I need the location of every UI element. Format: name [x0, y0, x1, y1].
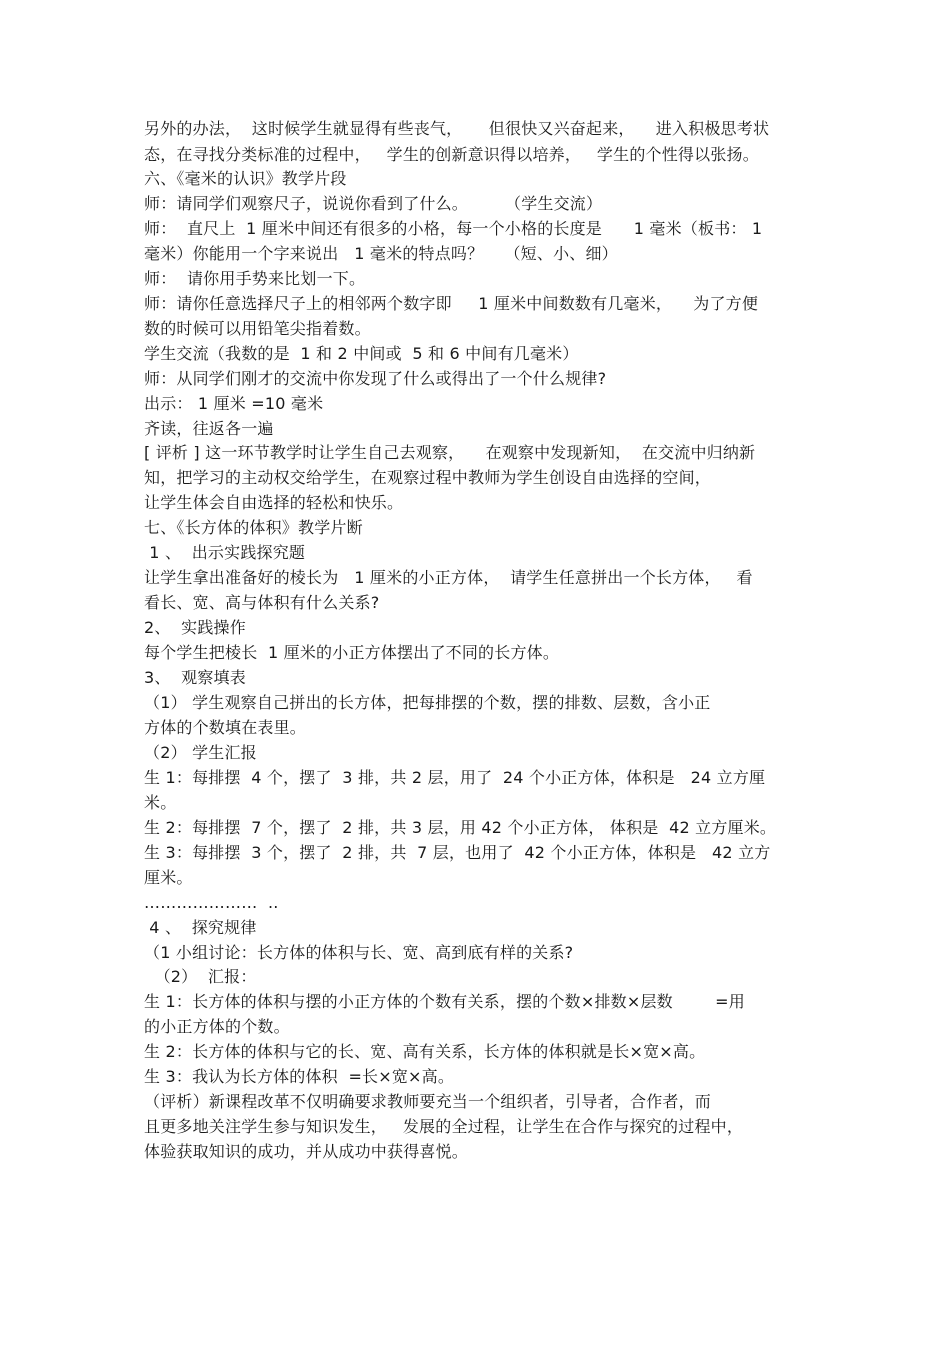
text-line: [ 评析 ] 这一环节教学时让学生自己去观察， 在观察中发现新知， 在交流中归纳新	[144, 443, 756, 462]
section-heading: 六、《毫米的认识》教学片段	[144, 169, 347, 188]
text-line: 生 3：我认为长方体的体积 =长×宽×高。	[144, 1067, 455, 1086]
text-line: 生 1：长方体的体积与摆的小正方体的个数有关系，摆的个数×排数×层数 =用	[144, 992, 745, 1011]
text-line: 体验获取知识的成功，并从成功中获得喜悦。	[144, 1142, 469, 1161]
text-line: 让学生拿出准备好的棱长为 1 厘米的小正方体， 请学生任意拼出一个长方体， 看	[144, 568, 753, 587]
text-line: 每个学生把棱长 1 厘米的小正方体摆出了不同的长方体。	[144, 643, 560, 662]
text-line: （1） 学生观察自己拼出的长方体，把每排摆的个数，摆的排数、层数，含小正	[144, 693, 711, 712]
text-line: 方体的个数填在表里。	[144, 718, 307, 737]
text-line: 1 、 出示实践探究题	[144, 543, 306, 562]
text-line: 3、 观察填表	[144, 668, 246, 687]
text-line: 生 3：每排摆 3 个，摆了 2 排，共 7 层，也用了 42 个小正方体，体积是 42 立方	[144, 843, 771, 862]
text-line: 态，在寻找分类标准的过程中， 学生的创新意识得以培养， 学生的个性得以张扬。	[144, 145, 759, 164]
text-line: 4 、 探究规律	[144, 918, 257, 937]
text-line: 数的时候可以用铅笔尖指着数。	[144, 319, 371, 338]
text-line: 看长、宽、高与体积有什么关系?	[144, 593, 380, 612]
text-line: 师： 请你用手势来比划一下。	[144, 269, 366, 288]
text-line: （2） 学生汇报	[144, 743, 257, 762]
section-heading: 七、《长方体的体积》教学片断	[144, 518, 363, 537]
ellipsis-line: ………………… ..	[144, 893, 279, 912]
text-line: 知，把学习的主动权交给学生，在观察过程中教师为学生创设自由选择的空间，	[144, 468, 712, 487]
text-line: 师：请同学们观察尺子，说说你看到了什么。 （学生交流）	[144, 194, 603, 213]
text-line: 学生交流（我数的是 1 和 2 中间或 5 和 6 中间有几毫米）	[144, 344, 579, 363]
text-line: 师：从同学们刚才的交流中你发现了什么或得出了一个什么规律?	[144, 369, 607, 388]
text-line: 师：请你任意选择尺子上的相邻两个数字即 1 厘米中间数数有几毫米， 为了方便	[144, 294, 759, 313]
text-line: 让学生体会自由选择的轻松和快乐。	[144, 493, 404, 512]
text-line: （1 小组讨论：长方体的体积与长、宽、高到底有样的关系?	[144, 943, 574, 962]
text-line: 出示： 1 厘米 =10 毫米	[144, 394, 324, 413]
text-line: 生 2：长方体的体积与它的长、宽、高有关系，长方体的体积就是长×宽×高。	[144, 1042, 706, 1061]
text-line: 米。	[144, 793, 177, 812]
text-line: 毫米）你能用一个字来说出 1 毫米的特点吗？ （短、小、细）	[144, 244, 618, 263]
text-line: 且更多地关注学生参与知识发生， 发展的全过程，让学生在合作与探究的过程中，	[144, 1117, 744, 1136]
text-line: 2、 实践操作	[144, 618, 246, 637]
text-line: （2） 汇报：	[144, 967, 257, 986]
text-line: 生 2：每排摆 7 个，摆了 2 排，共 3 层，用 42 个小正方体， 体积是 42 立方厘米。	[144, 818, 777, 837]
text-line: 师： 直尺上 1 厘米中间还有很多的小格，每一个小格的长度是 1 毫米（板书： 1	[144, 219, 763, 238]
text-line: 齐读，往返各一遍	[144, 419, 274, 438]
text-line: 另外的办法， 这时候学生就显得有些丧气， 但很快又兴奋起来， 进入积极思考状	[144, 119, 770, 138]
text-line: 厘米。	[144, 868, 193, 887]
text-line: 生 1：每排摆 4 个，摆了 3 排，共 2 层，用了 24 个小正方体，体积是 24 立方厘	[144, 768, 766, 787]
text-line: 的小正方体的个数。	[144, 1017, 290, 1036]
text-line: （评析）新课程改革不仅明确要求教师要充当一个组织者，引导者，合作者，而	[144, 1092, 712, 1111]
